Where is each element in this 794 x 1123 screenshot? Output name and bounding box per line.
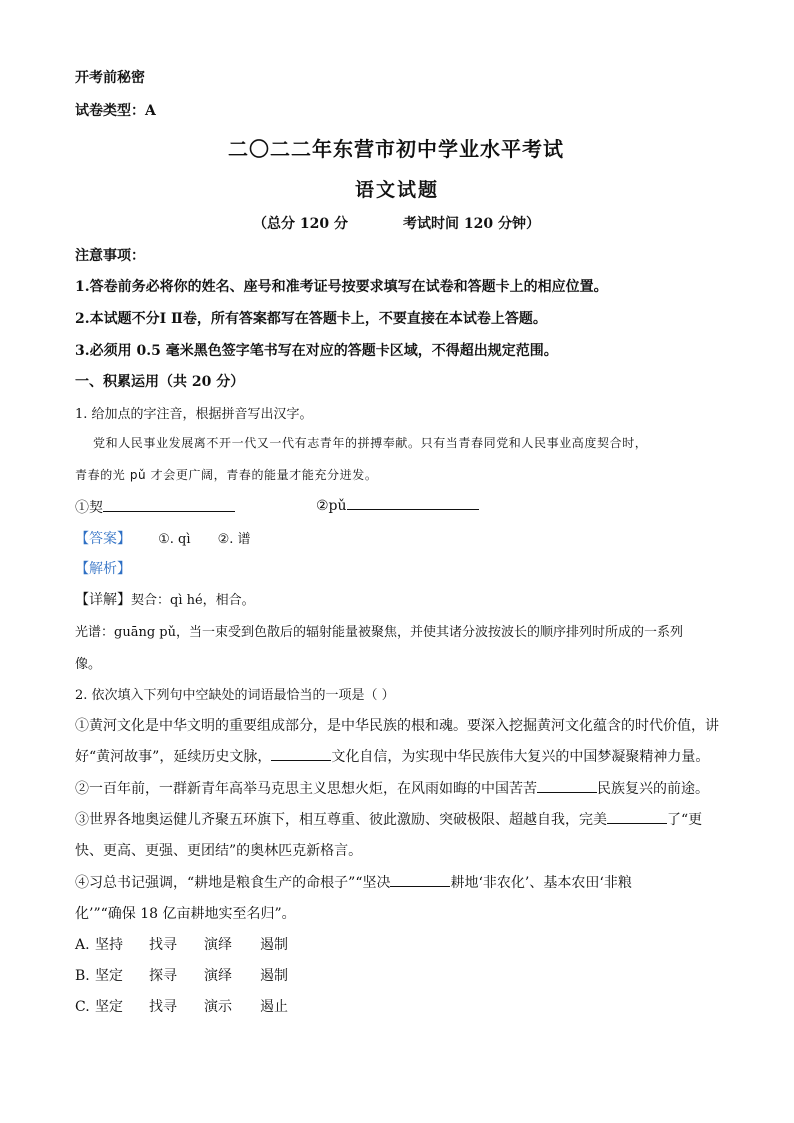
sentence-4-line-2: 化’”“确保 18 亿亩耕地实至名归”。 — [75, 906, 296, 922]
question-2-stem: 2. 依次填入下列句中空缺处的词语最恰当的一项是（ ） — [75, 688, 395, 703]
option-b-word-1: 坚定 — [95, 968, 123, 984]
blank-2 — [316, 497, 479, 514]
option-b-word-3: 演绎 — [204, 968, 232, 984]
total-score: （总分 120 分 — [253, 216, 348, 232]
sentence-1-blank — [271, 748, 331, 761]
notes-heading: 注意事项： — [75, 248, 145, 264]
option-c-label: C. — [75, 999, 90, 1015]
option-a[interactable] — [75, 934, 288, 954]
sentence-1-part-a: 好“黄河故事”，延续历史文脉， — [75, 749, 272, 765]
sentence-3-part-a: ③世界各地奥运健儿齐聚五环旗下，相互尊重、彼此激励、突破极限、超越自我，完美 — [75, 812, 607, 828]
exam-time: 考试时间 120 分钟） — [403, 216, 540, 232]
sentence-3-line-1 — [75, 809, 702, 829]
secret-label: 开考前秘密 — [75, 70, 145, 86]
answer-tag: 【答案】 — [75, 531, 131, 547]
answer-1: ①. qì — [158, 532, 191, 547]
explain-line-2: 像。 — [75, 657, 102, 672]
question-1-stem: 1. 给加点的字注音，根据拼音写出汉字。 — [75, 407, 313, 422]
option-b-label: B. — [75, 968, 90, 984]
blank-1-line — [103, 499, 235, 512]
sentence-1-line-1: ①黄河文化是中华文明的重要组成部分，是中华民族的根和魂。要深入挖掘黄河文化蕴含的时代价值，讲 — [75, 718, 719, 734]
sentence-2-part-b: 民族复兴的前途。 — [597, 781, 709, 797]
blank-2-line — [347, 497, 479, 510]
sentence-2 — [75, 778, 709, 798]
sentence-1-part-b: 文化自信，为实现中华民族伟大复兴的中国梦凝聚精神力量。 — [331, 749, 710, 765]
note-item-2: 2.本试题不分Ⅰ Ⅱ卷，所有答案都写在答题卡上，不要直接在本试卷上答题。 — [75, 311, 547, 327]
option-c[interactable] — [75, 996, 288, 1016]
section-heading: 一、积累运用（共 20 分） — [75, 374, 245, 390]
option-a-word-2: 找寻 — [149, 937, 177, 953]
blank-1 — [75, 497, 235, 517]
sentence-4-part-a: ④习总书记强调，“耕地是粮食生产的命根子”“坚决 — [75, 875, 391, 891]
option-b[interactable] — [75, 965, 288, 985]
option-a-word-1: 坚持 — [95, 937, 123, 953]
sentence-3-part-b: 了“更 — [667, 812, 703, 828]
sentence-4-line-1 — [75, 872, 632, 892]
explain-line-1: 光谱：guāng pǔ，当一束受到色散后的辐射能量被聚焦，并使其诸分波按波长的顺序排列时所成的一系列 — [75, 625, 683, 640]
sentence-4-blank — [390, 874, 450, 887]
detail-tag: 【详解】 — [75, 592, 131, 608]
exam-title: 二〇二二年东营市初中学业水平考试 — [228, 137, 564, 161]
option-a-word-4: 遏制 — [260, 937, 288, 953]
option-a-word-3: 演绎 — [204, 937, 232, 953]
analysis-tag: 【解析】 — [75, 561, 131, 577]
sentence-4-part-b: 耕地‘非农化’、基本农田‘非粮 — [450, 875, 632, 891]
detail-row — [75, 589, 255, 609]
option-c-word-1: 坚定 — [95, 999, 123, 1015]
sentence-1-line-2 — [75, 746, 709, 766]
answer-2: ②. 谱 — [217, 532, 251, 547]
option-b-word-2: 探寻 — [149, 968, 177, 984]
subject-title: 语文试题 — [355, 179, 440, 201]
option-b-word-4: 遏制 — [260, 968, 288, 984]
option-c-word-2: 找寻 — [149, 999, 177, 1015]
note-item-3: 3.必须用 0.5 毫米黑色签字笔书写在对应的答题卡区域，不得超出规定范围。 — [75, 343, 558, 359]
sentence-2-blank — [537, 780, 597, 793]
option-c-word-3: 演示 — [204, 999, 232, 1015]
passage-line-2: 青春的光 pǔ 才会更广阔，青春的能量才能充分迸发。 — [75, 468, 378, 482]
option-a-label: A. — [75, 937, 90, 953]
note-item-1: 1.答卷前务必将你的姓名、座号和准考证号按要求填写在试卷和答题卡上的相应位置。 — [75, 279, 608, 295]
blank-1-label: ①契 — [75, 500, 103, 516]
sentence-3-blank — [607, 811, 667, 824]
passage-line-1: 党和人民事业发展离不开一代又一代有志青年的拼搏奉献。只有当青春同党和人民事业高度契合时， — [93, 436, 648, 450]
sentence-2-part-a: ②一百年前，一群新青年高举马克思主义思想火炬，在风雨如晦的中国苦苦 — [75, 781, 537, 797]
paper-type: 试卷类型：A — [75, 103, 156, 119]
detail-text: 契合：qì hé，相合。 — [131, 593, 255, 608]
blank-2-label: ②pǔ — [316, 498, 347, 514]
option-c-word-4: 遏止 — [260, 999, 288, 1015]
answer-row — [75, 528, 251, 548]
sentence-3-line-2: 快、更高、更强、更团结”的奥林匹克新格言。 — [75, 843, 363, 859]
